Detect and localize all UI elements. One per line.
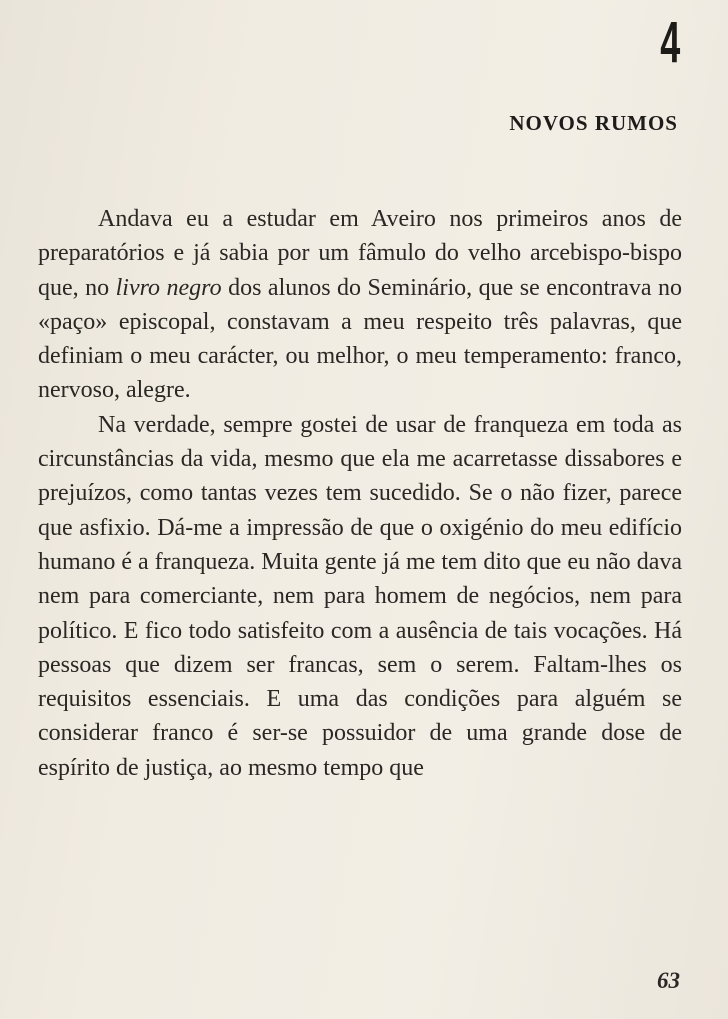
page-number: 63 xyxy=(657,968,680,993)
paragraph-1 xyxy=(38,202,682,408)
paragraph-1-text-end: dos alunos do Seminário, que se encontrava no «paço» episcopal, constavam a meu respeito três palavras, que definiam o meu carácter, ou melhor, o meu temperamento: franco, nervoso, alegre. xyxy=(38,274,682,404)
chapter-title: NOVOS RUMOS xyxy=(509,111,678,135)
paragraph-1-italic-term: livro negro xyxy=(115,274,222,301)
paragraph-2: Na verdade, sempre gostei de usar de franqueza em toda as circunstâncias da vida, mesmo que ela me acarretasse dissabores e prejuízos, como tantas vezes tem sucedido. Se o não fizer, parece que asfixio. Dá-me a impressão de que o oxigénio do meu edifício humano é a franqueza. Muita gente já me tem dito que eu não dava nem para comerciante, nem para homem de negócios, nem para político. E fico todo satisfeito com a ausência de tais vocações. Há pessoas que dizem ser francas, sem o serem. Faltam-lhes os requisitos essenciais. E uma das condições para alguém se considerar franco é ser-se possuidor de uma grande dose de espírito de justiça, ao mesmo tempo que xyxy=(38,411,682,781)
body-text xyxy=(38,202,682,785)
chapter-number: 4 xyxy=(659,10,680,75)
paragraph-1-text-start: Andava eu a estudar em Aveiro nos primeiros anos de preparatórios e já sabia por um fâmulo do velho arcebispo-bispo que, no xyxy=(38,206,682,301)
